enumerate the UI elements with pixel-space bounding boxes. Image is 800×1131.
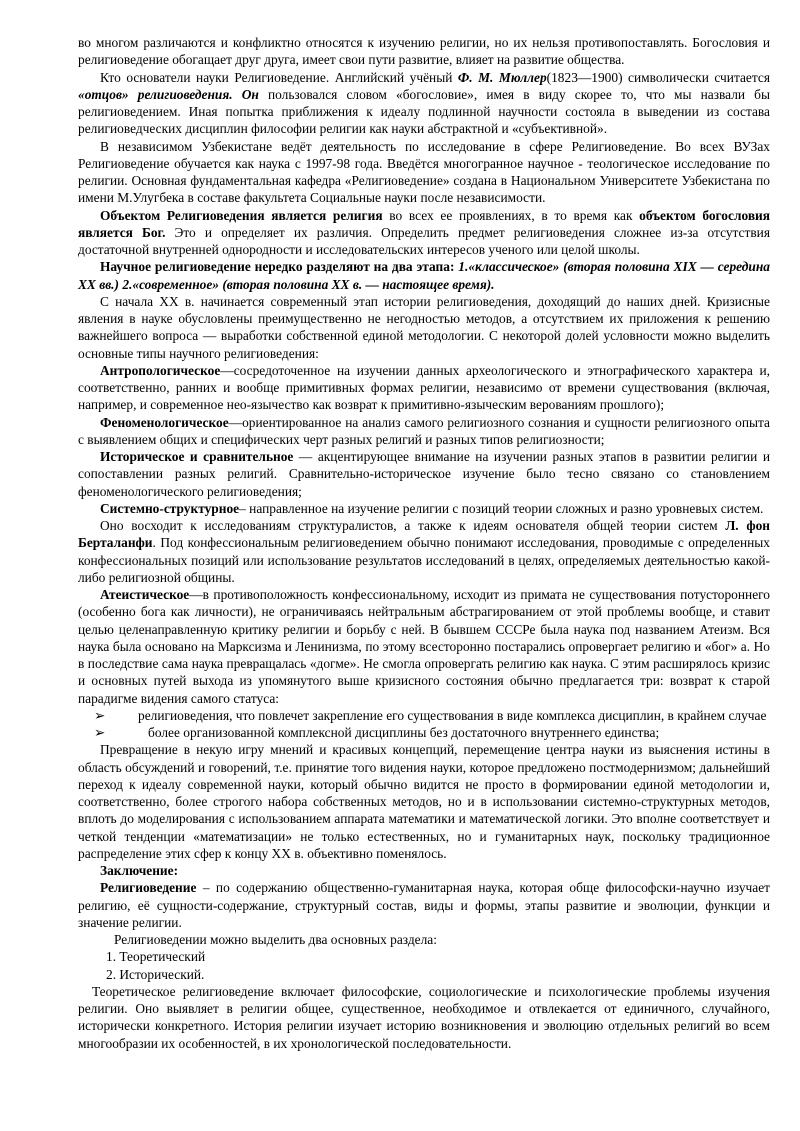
bullet-item-2 xyxy=(78,724,770,741)
emphasis-fathers: «отцов» религиоведения. Он xyxy=(78,86,259,102)
text-segment: во всех ее проявлениях, в то время как xyxy=(382,207,640,223)
paragraph-definition xyxy=(78,879,770,931)
text-segment: Оно восходит к исследованиям структуралистов, а также к идеям основателя общей теории систем xyxy=(100,518,726,533)
term-anthropological: Антропологическое xyxy=(100,362,221,378)
term-historical: Историческое и сравнительное xyxy=(100,449,294,464)
arrow-bullet-icon: ➢ xyxy=(94,725,106,740)
text-segment: Кто основатели науки Религиоведение. Английский учёный xyxy=(100,69,458,85)
text-segment: —в противоположность конфессиональному, исходит из примата не существования потустороннего (особенно бога как личности), не ограничиваясь нейтральным абстрагированием от этой проблемы вообще, и ставит целью целенаправленную критику религии и борьбу с ней. В бывшем СССРе была наука под названием Атеизм. Вся наука была основано на Марксизма и Ленинизма, по этому всесторонно постарались опровергает религию и «бог» а. Но в последствие сама наука превращалась «догме». Не смогла опровергать религию как наука. С этим расширялось кризис и основных путей выхода из упомянутого выше кризисного состояния обычно предлагается три: возврат к старой парадигме видения самого статуса: xyxy=(78,587,770,706)
text-segment: —сосредоточенное на изучении данных археологического и этнографического характера и, соответственно, ранних и вообще примитивных формах религии, независимо от времени существования (включая, например, и современное нео-язычество как возврат к примитивно-языческим верованиям прошлого); xyxy=(78,362,770,413)
list-item-historical: 2. Исторический. xyxy=(106,966,205,982)
emphasis-object-theology: объектом богословия является Бог. xyxy=(78,207,771,240)
paragraph-historical xyxy=(78,448,770,500)
text-segment: пользовался словом «богословие», имея в виду скорее то, что мы назвали бы религиоведением. Иная попытка приближения к идеалу подлинной научности состояла в выведении из состава религиоведческих дисциплин философии религии как науки абстрактной и «субъективной». xyxy=(78,86,770,137)
emphasis-object-religion: Объектом Религиоведения является религия xyxy=(100,207,383,223)
emphasis-stages-lead: Научное религиоведение нередко разделяют на два этапа: xyxy=(100,259,459,275)
term-phenomenological: Феноменологическое xyxy=(100,414,229,430)
term-religious-studies: Религиоведение xyxy=(100,880,197,896)
term-atheistic: Атеистическое xyxy=(100,587,190,602)
paragraph-phenomenological xyxy=(78,414,770,449)
paragraph-modern-stage: С начала XX в. начинается современный этап истории религиоведения, доходящий до наших дней. Кризисные явления в науке обусловлены преимущественно не негодностью методов, а отсутствием их приложения к решению важнейшего вопроса — выработки собственной единой методологии. С некоторой долей условности можно выделить основные типы научного религиоведения: xyxy=(78,293,770,361)
emphasis-stages-list: 1.«классическое» (вторая половина XIX — середина XX вв.) 2.«современное» (вторая половина XX в. — настоящее время). xyxy=(78,259,770,292)
paragraph-object xyxy=(78,207,770,259)
paragraph-two-stages xyxy=(78,258,770,293)
arrow-bullet-icon: ➢ xyxy=(94,707,106,723)
bullet-text: религиоведения, что повлечет закрепление его существования в виде комплекса дисциплин, в крайнем случае xyxy=(138,707,767,723)
list-item-theoretical: 1. Теоретический xyxy=(106,949,206,965)
paragraph-intro-continuation: во многом различаются и конфликтно относятся к изучению религии, но их нельзя противопоставлять. Богословия и религиоведение обогащает друг друга, имеет свои пути развитие, влияет на развитие общества. xyxy=(78,35,770,68)
text-segment: Это и определяет их различия. Определить предмет религиоведения сложнее из-за отсутствия достаточной внутренней однородности и исследовательских интересов ученого или целой школы. xyxy=(78,224,770,257)
paragraph-structuralists xyxy=(78,517,770,586)
paragraph-atheistic xyxy=(78,586,770,707)
paragraph-anthropological xyxy=(78,362,770,414)
text-segment: — акцентирующее внимание на изучении разных этапов в развитии религии и сопоставлении разных религий. Сравнительно-историческое изучение было тесно связано со становлением феноменологического религиоведения; xyxy=(78,449,771,499)
bullet-item-1 xyxy=(78,707,770,724)
paragraph-two-sections: Религиоведении можно выделить два основных раздела: xyxy=(114,932,437,947)
text-segment: – направленное на изучение религии с позиций теории сложных и разно уровневых систем. xyxy=(239,500,764,516)
name-muller: Ф. М. Мюллер xyxy=(457,69,547,85)
paragraph-founders xyxy=(78,69,770,138)
text-segment: . Под конфессиональным религиоведением обычно понимают исследования, проводимые с определенных конфессиональных позиций или использование результатов исследований в целях, определяемых деятельностью какой-либо религиозной общины. xyxy=(78,535,770,585)
paragraph-theoretical-description: Теоретическое религиоведение включает философские, социологические и психологические проблемы изучения религии. Оно выявляет в религии общее, существенное, необходимое и отвлекается от единичного, случайного, исторически конкретного. История религии изучает историю возникновения и эволюцию отдельных религий во всем многообразии их особенностей, в их хронологической последовательности. xyxy=(78,983,770,1051)
text-segment: (1823—1900) символически считается xyxy=(546,69,770,85)
name-bertalanffy: Л. фон Берталанфи xyxy=(78,518,770,551)
conclusion-heading: Заключение: xyxy=(100,863,179,878)
term-systemic: Системно-структурное xyxy=(100,500,240,516)
text-segment: —ориентированное на анализ самого религиозного сознания и сущности религиозного опыта с выявлением общих и специфических черт разных религий и разных типов религиозности; xyxy=(78,414,770,447)
paragraph-transformation: Превращение в некую игру мнений и красивых концепций, перемещение центра науки из выяснения истины в область обсуждений и говорений, т.е. принятие того видения науки, которое предложено постмодернизмом; дальнейший переход к идеалу современной науки, который обычно видится не просто в формировании единой методологии и, соответственно, более строгого набора собственных методов, но и в использовании системно-структурных методов, вплоть до моделирования с использованием аппарата математики и математической логики. Это вполне соответствует и четкой тенденции «математизации» не только естественных, но и гуманитарных наук, поскольку традиционное распределение этих сфер к концу XX в. объективно поменялось. xyxy=(78,742,770,861)
paragraph-systemic xyxy=(78,500,770,517)
text-segment: – по содержанию общественно-гуманитарная наука, которая обще философски-научно изучает религию, её сущности-содержание, структурный состав, виды и формы, этапы развитие и эволюции, функции и значение религии. xyxy=(78,880,770,930)
paragraph-uzbekistan: В независимом Узбекистане ведёт деятельность по исследование в сфере Религиоведение. Во всех ВУЗах Религиоведение обучается как наука с 1997-98 года. Введётся многогранное научное - теологическое исследование по религии. Основная фундаментальная кафедра «Религиоведение» создана в Национальном Университете Узбекистана по имени М.Улугбека в составе факультета Социальные науки после независимости. xyxy=(78,138,770,206)
bullet-text: более организованной комплексной дисциплины без достаточного внутреннего единства; xyxy=(148,725,660,740)
